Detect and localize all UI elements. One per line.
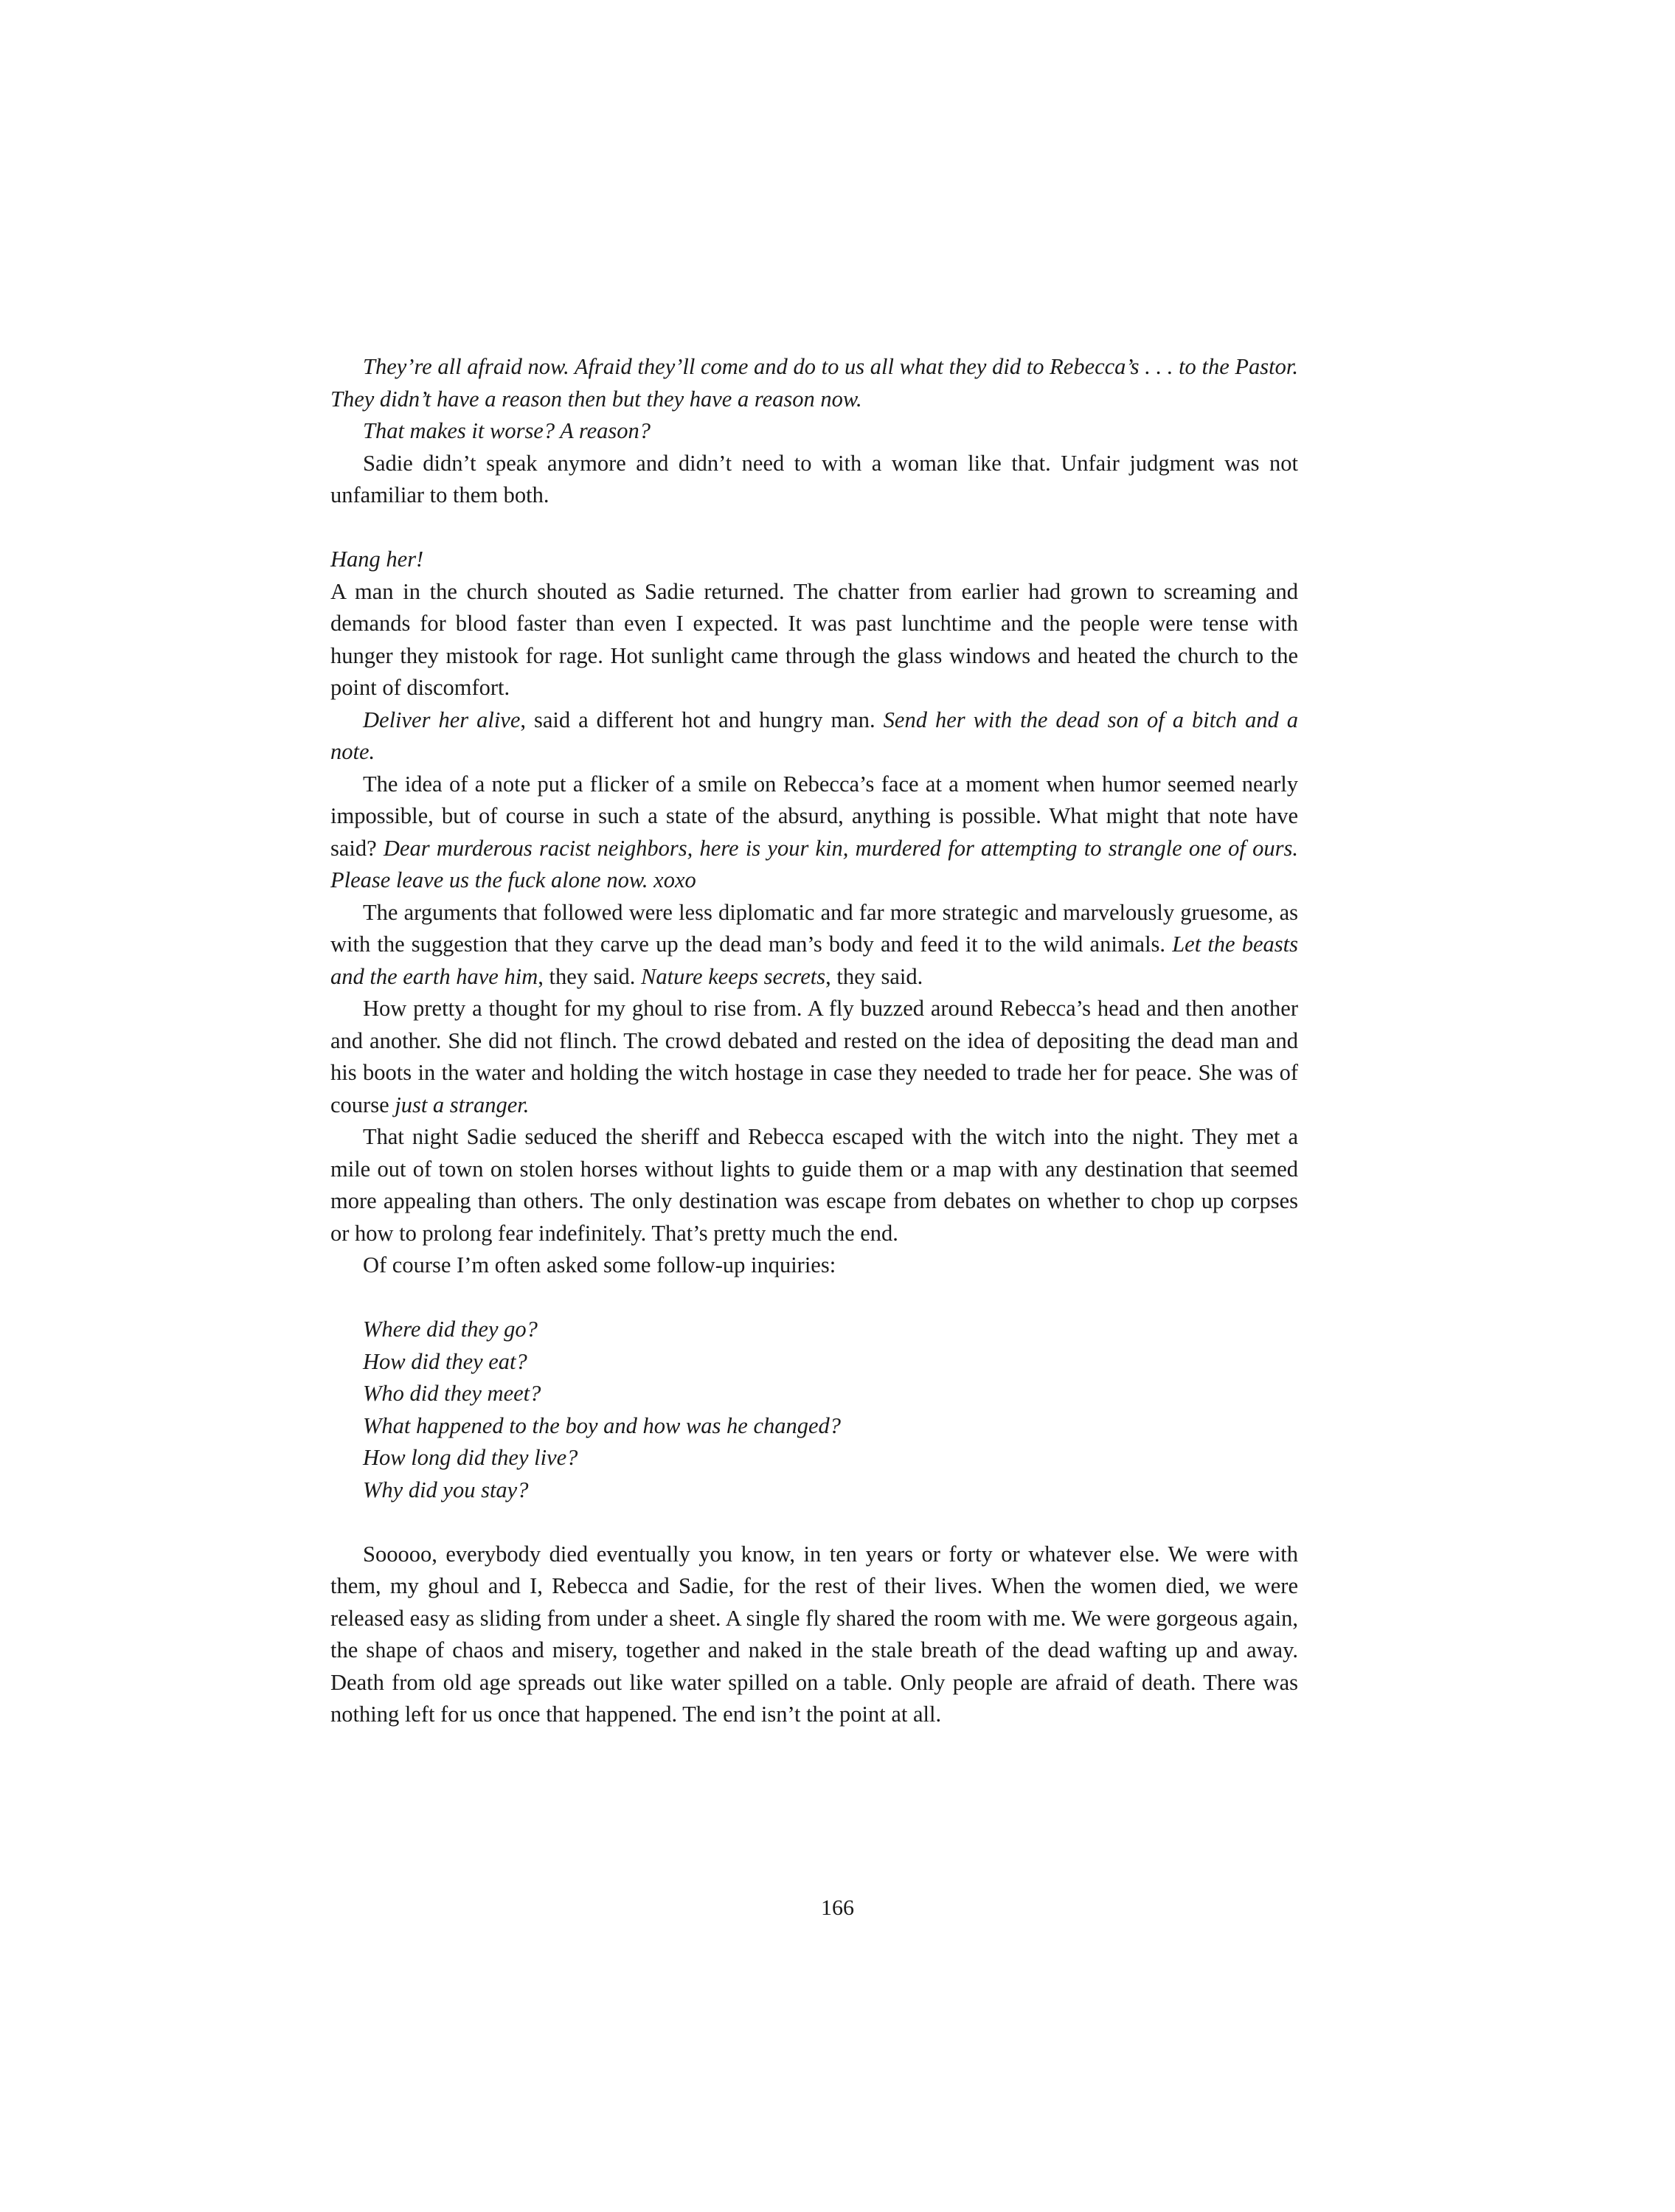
italic-span: just a stranger.: [395, 1092, 530, 1117]
italic-span: Dear murderous racist neighbors, here is your kin, murdered for attempting to strangle one of ours. Please leave us the fuck alone now. xoxo: [330, 835, 1298, 892]
section-break: [330, 1282, 1298, 1314]
paragraph-italic-dialogue: They’re all afraid now. Afraid they’ll come and do to us all what they did to Rebecca’s . . . to the Pastor. They didn’t have a reason then but they have a reason now.: [330, 354, 1298, 412]
question-item: How did they eat?: [363, 1348, 527, 1374]
text-span: How pretty a thought for my ghoul to rise from. A fly buzzed around Rebecca’s head and then another and another. She did not flinch. The crowd debated and rested on the idea of depositing the dead man and his boots in the water and holding the witch hostage in case they needed to trade her for peace. She was of course: [330, 996, 1298, 1117]
paragraph-italic-dialogue: That makes it worse? A reason?: [363, 418, 651, 443]
text-span: , they said.: [538, 963, 641, 989]
paragraph: [330, 897, 1298, 994]
paragraph: Of course I’m often asked some follow-up inquiries:: [363, 1252, 836, 1277]
question-item: How long did they live?: [363, 1445, 578, 1470]
paragraph: A man in the church shouted as Sadie returned. The chatter from earlier had grown to screaming and demands for blood faster than even I expected. It was past lunchtime and the people were tense with hunger they mistook for rage. Hot sunlight came through the glass windows and heated the church to the point of discomfort.: [330, 578, 1298, 700]
italic-span: Deliver her alive: [363, 707, 521, 732]
question-item: Why did you stay?: [363, 1477, 529, 1502]
text-span: The idea of a note put a flicker of a smile on Rebecca’s face at a moment when humor seemed nearly impossible, but of course in such a state of the absurd, anything is possible. What might that note have said?: [330, 771, 1298, 861]
paragraph: Sooooo, everybody died eventually you know, in ten years or forty or whatever else. We were with them, my ghoul and I, Rebecca and Sadie, for the rest of their lives. When the women died, we were released easy as sliding from under a sheet. A single fly shared the room with me. We were gorgeous again, the shape of chaos and misery, together and naked in the stale breath of the dead wafting up and away. Death from old age spreads out like water spilled on a table. Only people are afraid of death. There was nothing left for us once that happened. The end isn’t the point at all.: [330, 1541, 1298, 1727]
text-span: , said a different hot and hungry man.: [520, 707, 884, 732]
paragraph: That night Sadie seduced the sheriff and Rebecca escaped with the witch into the night. They met a mile out of town on stolen horses without lights to guide them or a map with any destination that seemed more appealing than others. The only destination was escape from debates on whether to chop up corpses or how to prolong fear indefinitely. That’s pretty much the end.: [330, 1124, 1298, 1246]
question-item: Where did they go?: [363, 1317, 538, 1342]
section-break: [330, 512, 1298, 544]
page-number: 166: [821, 1896, 854, 1920]
italic-span: Send her with the dead son of a bitch and a note.: [330, 707, 1298, 764]
italic-span: Nature keeps secrets: [641, 963, 826, 989]
question-list: [330, 1314, 1298, 1506]
section-break: [330, 1506, 1298, 1539]
question-item: What happened to the boy and how was he changed?: [363, 1412, 842, 1438]
paragraph-italic-shout: Hang her!: [330, 547, 424, 572]
italic-span: Let the beasts and the earth have him: [330, 932, 1298, 989]
paragraph: [330, 769, 1298, 897]
page-body: [330, 351, 1298, 1731]
text-span: , they said.: [825, 963, 923, 989]
question-item: Who did they meet?: [363, 1381, 541, 1406]
text-span: The arguments that followed were less diplomatic and far more strategic and marvelously gruesome, as with the suggestion that they carve up the dead man’s body and feed it to the wild animals.: [330, 899, 1298, 957]
paragraph: [330, 993, 1298, 1121]
paragraph: [330, 704, 1298, 769]
paragraph: Sadie didn’t speak anymore and didn’t need to with a woman like that. Unfair judgment was not unfamiliar to them both.: [330, 450, 1298, 507]
